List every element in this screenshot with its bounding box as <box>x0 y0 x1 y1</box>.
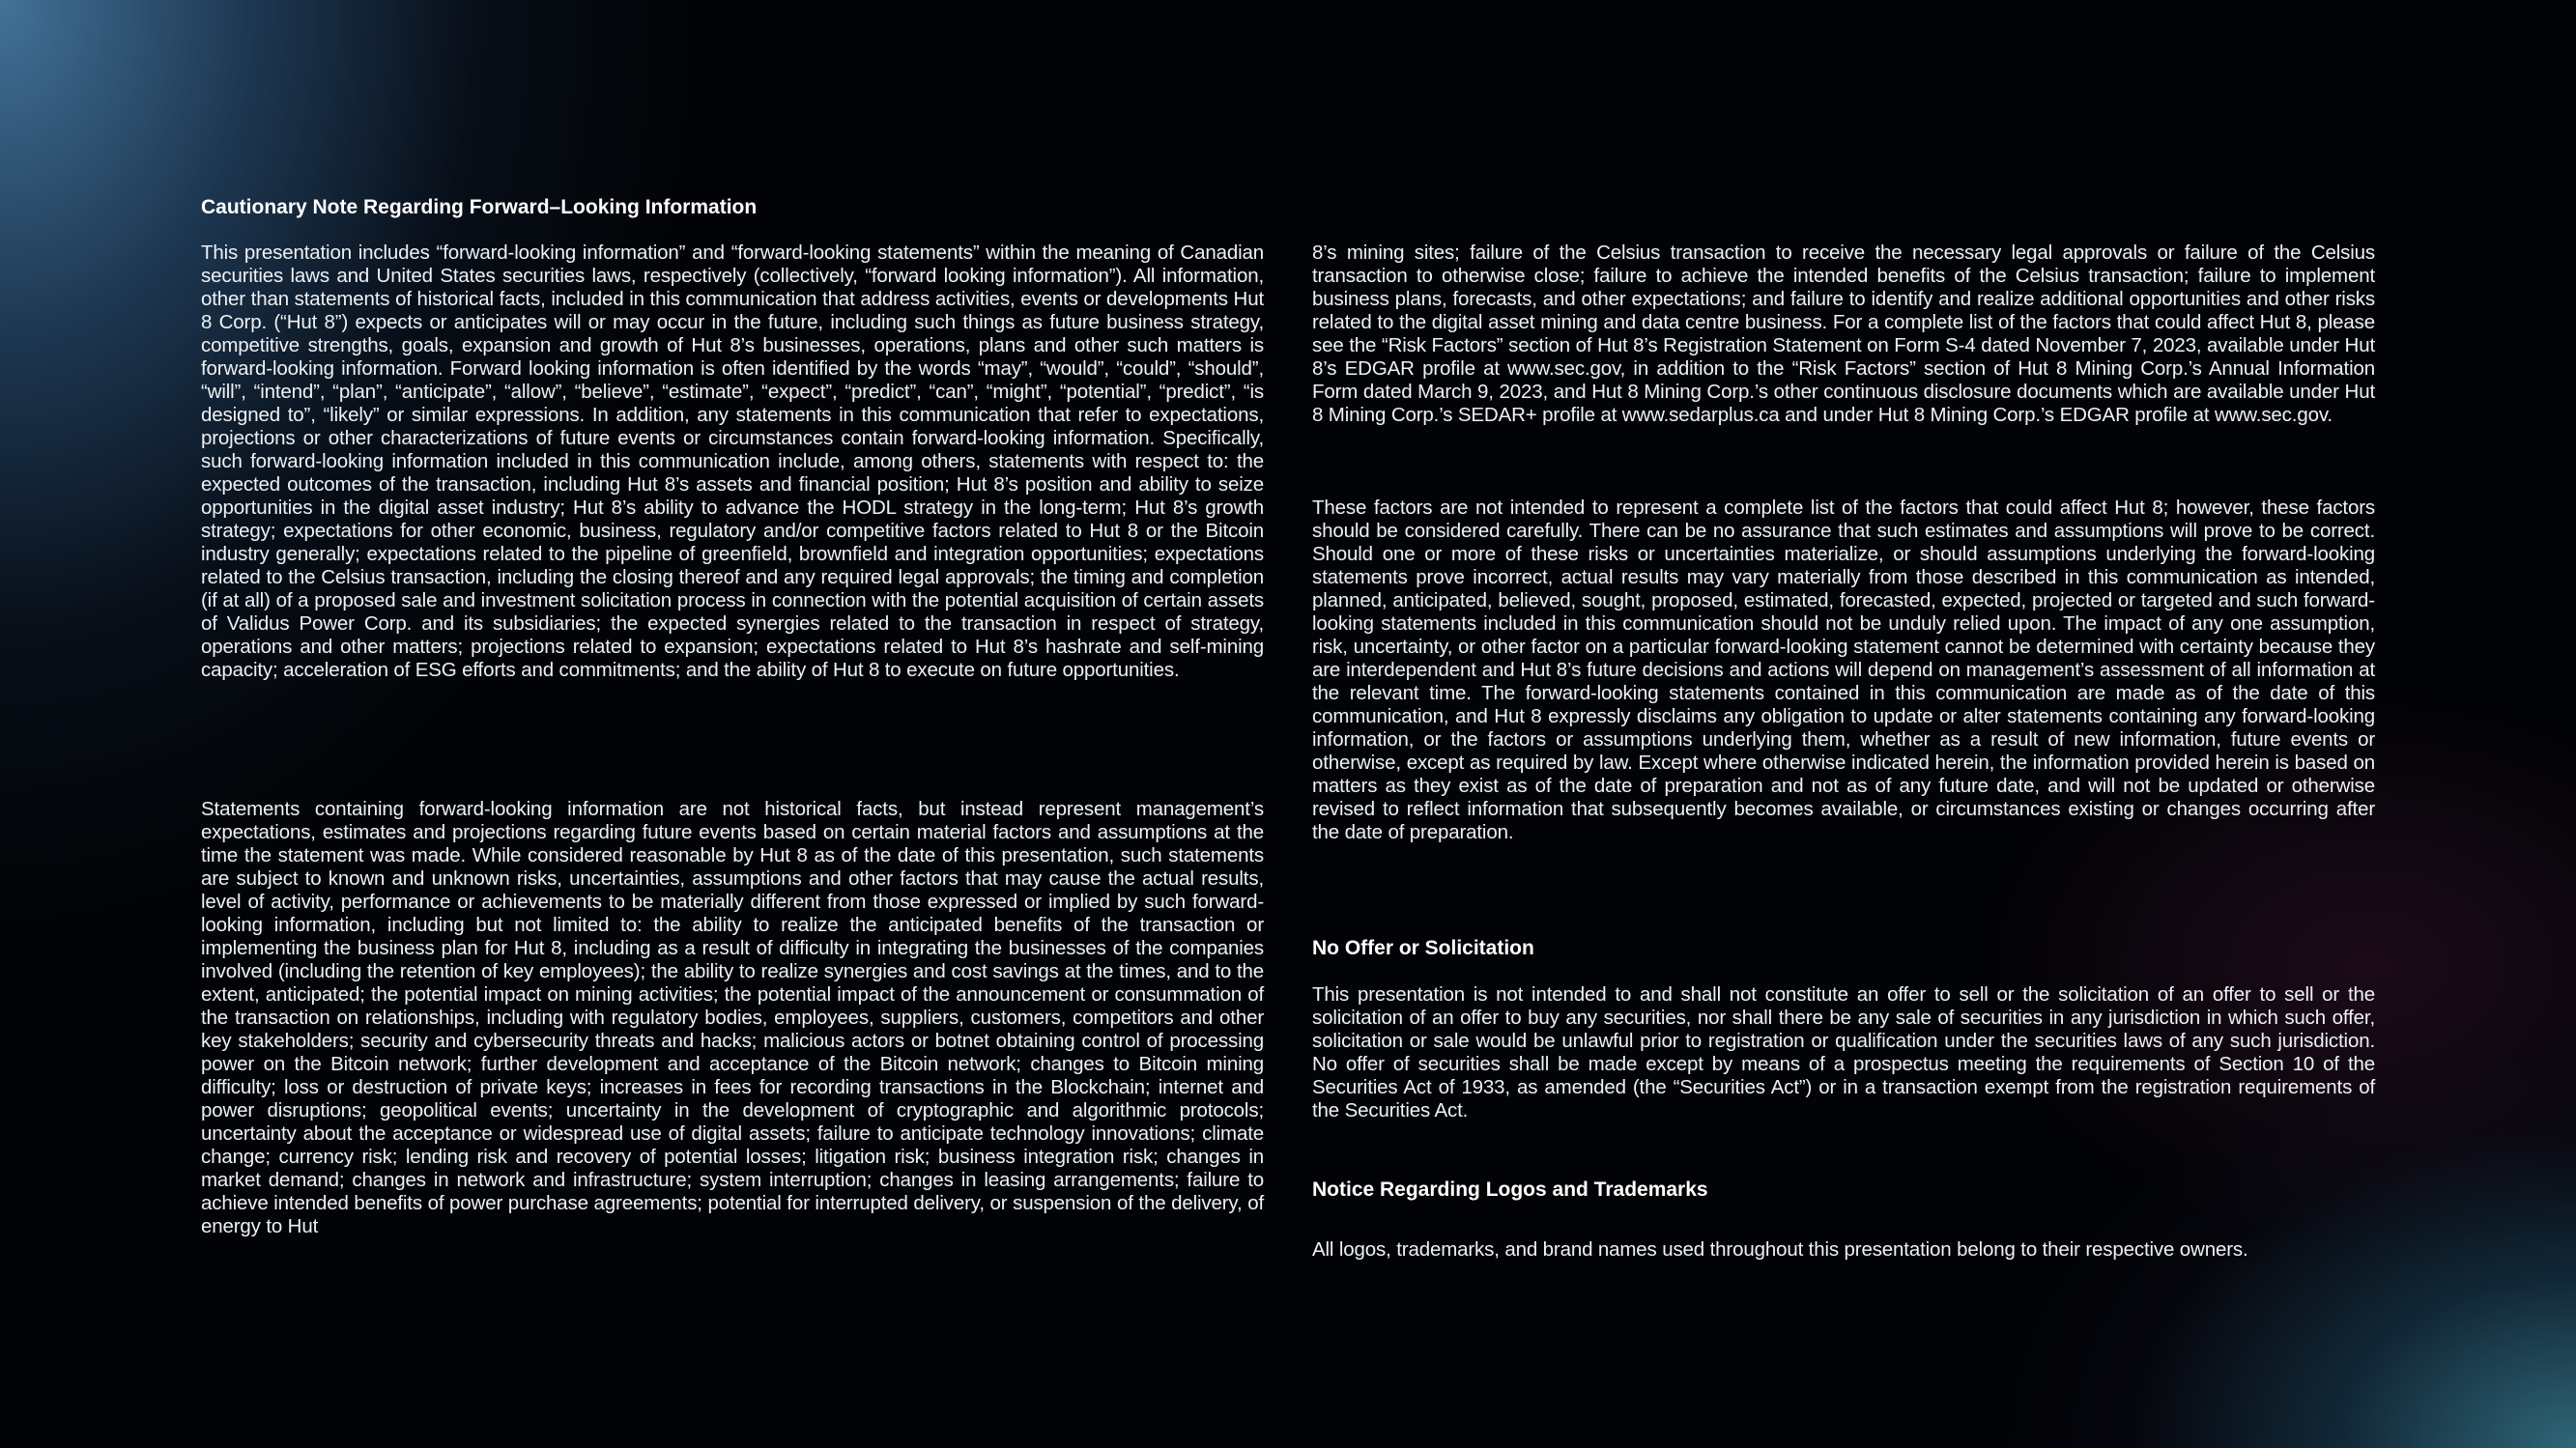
cautionary-paragraph-1: This presentation includes “forward-looking information” and “forward-looking statements” within the meaning of Canadian securities laws and United States securities laws, respectively (collectively, “forward looking information”). All information, other than statements of historical facts, included in this communication that address activities, events or developments Hut 8 Corp. (“Hut 8”) expects or anticipates will or may occur in the future, including such things as future business strategy, competitive strengths, goals, expansion and growth of Hut 8’s businesses, operations, plans and other such matters is forward-looking information. Forward looking information is often identified by the words “may”, “would”, “could”, “should”, “will”, “intend”, “plan”, “anticipate”, “allow”, “believe”, “estimate”, “expect”, “predict”, “can”, “might”, “potential”, “predict”, “is designed to”, “likely” or similar expressions. In addition, any statements in this communication that refer to expectations, projections or other characterizations of future events or circumstances contain forward-looking information. Specifically, such forward-looking information included in this communication include, among others, statements with respect to: the expected outcomes of the transaction, including Hut 8’s assets and financial position; Hut 8’s position and ability to seize opportunities in the digital asset industry; Hut 8’s ability to advance the HODL strategy in the long-term; Hut 8’s growth strategy; expectations for other economic, business, regulatory and/or competitive factors related to Hut 8 or the Bitcoin industry generally; expectations related to the pipeline of greenfield, brownfield and integration opportunities; expectations related to the Celsius transaction, including the closing thereof and any required legal approvals; the timing and completion (if at all) of a proposed sale and investment solicitation process in connection with the potential acquisition of certain assets of Validus Power Corp. and its subsidiaries; the expected synergies related to the transaction in respect of strategy, operations and other matters; projections related to expansion; expectations related to Hut 8’s hashrate and self-mining capacity; acceleration of ESG efforts and commitments; and the ability of Hut 8 to execute on future opportunities. <box>201 241 1264 681</box>
cautionary-note-heading: Cautionary Note Regarding Forward–Looking Information <box>201 196 758 218</box>
cautionary-paragraph-2: Statements containing forward-looking information are not historical facts, but instead represent management’s expectations, estimates and projections regarding future events based on certain material factors and assumptions at the time the statement was made. While considered reasonable by Hut 8 as of the date of this presentation, such statements are subject to known and unknown risks, uncertainties, assumptions and other factors that may cause the actual results, level of activity, performance or achievements to be materially different from those expressed or implied by such forward-looking information, including but not limited to: the ability to realize the anticipated benefits of the transaction or implementing the business plan for Hut 8, including as a result of difficulty in integrating the businesses of the companies involved (including the retention of key employees); the ability to realize synergies and cost savings at the times, and to the extent, anticipated; the potential impact on mining activities; the potential impact of the announcement or consummation of the transaction on relationships, including with regulatory bodies, employees, suppliers, customers, competitors and other key stakeholders; security and cybersecurity threats and hacks; malicious actors or botnet obtaining control of processing power on the Bitcoin network; further development and acceptance of the Bitcoin network; changes to Bitcoin mining difficulty; loss or destruction of private keys; increases in fees for recording transactions in the Blockchain; internet and power disruptions; geopolitical events; uncertainty in the development of cryptographic and algorithmic protocols; uncertainty about the acceptance or widespread use of digital assets; failure to anticipate technology innovations; climate change; currency risk; lending risk and recovery of potential losses; litigation risk; business integration risk; changes in market demand; changes in network and infrastructure; system interruption; changes in leasing arrangements; failure to achieve intended benefits of power purchase agreements; potential for interrupted delivery, or suspension of the delivery, of energy to Hut <box>201 798 1264 1237</box>
cautionary-paragraph-4: These factors are not intended to represent a complete list of the factors that could affect Hut 8; however, these factors should be considered carefully. There can be no assurance that such estimates and assumptions will prove to be correct. Should one or more of these risks or uncertainties materialize, or should assumptions underlying the forward-looking statements prove incorrect, actual results may vary materially from those described in this communication as intended, planned, anticipated, believed, sought, proposed, estimated, forecasted, expected, projected or targeted and such forward-looking statements included in this communication should not be unduly relied upon. The impact of any one assumption, risk, uncertainty, or other factor on a particular forward-looking statement cannot be determined with certainty because they are interdependent and Hut 8’s future decisions and actions will depend on management’s assessment of all information at the relevant time. The forward-looking statements contained in this communication are made as of the date of this communication, and Hut 8 expressly disclaims any obligation to update or alter statements containing any forward-looking information, or the factors or assumptions underlying them, whether as a result of new information, future events or otherwise, except as required by law. Except where otherwise indicated herein, the information provided herein is based on matters as they exist as of the date of preparation and not as of any future date, and will not be updated or otherwise revised to reflect information that subsequently becomes available, or circumstances existing or changes occurring after the date of preparation. <box>1312 497 2375 843</box>
logos-notice-paragraph: All logos, trademarks, and brand names used throughout this presentation belong to their respective owners. <box>1312 1238 2248 1261</box>
no-offer-paragraph: This presentation is not intended to and shall not constitute an offer to sell or the solicitation of an offer to sell or the solicitation of an offer to buy any securities, nor shall there be any sale of securities in any jurisdiction in which such offer, solicitation or sale would be unlawful prior to registration or qualification under the securities laws of any such jurisdiction. No offer of securities shall be made except by means of a prospectus meeting the requirements of Section 10 of the Securities Act of 1933, as amended (the “Securities Act”) or in a transaction exempt from the registration requirements of the Securities Act. <box>1312 983 2375 1121</box>
cautionary-paragraph-3: 8’s mining sites; failure of the Celsius transaction to receive the necessary legal approvals or failure of the Celsius transaction to otherwise close; failure to achieve the intended benefits of the Celsius transaction; failure to implement business plans, forecasts, and other expectations; and failure to identify and realize additional opportunities and other risks related to the digital asset mining and data centre business. For a complete list of the factors that could affect Hut 8, please see the “Risk Factors” section of Hut 8’s Registration Statement on Form S-4 dated November 7, 2023, available under Hut 8’s EDGAR profile at www.sec.gov, in addition to the “Risk Factors” section of Hut 8 Mining Corp.’s Annual Information Form dated March 9, 2023, and Hut 8 Mining Corp.’s other continuous disclosure documents which are available under Hut 8 Mining Corp.’s SEDAR+ profile at www.sedarplus.ca and under Hut 8 Mining Corp.’s EDGAR profile at www.sec.gov. <box>1312 241 2375 426</box>
no-offer-heading: No Offer or Solicitation <box>1312 937 1534 959</box>
logos-notice-heading: Notice Regarding Logos and Trademarks <box>1312 1178 1708 1201</box>
